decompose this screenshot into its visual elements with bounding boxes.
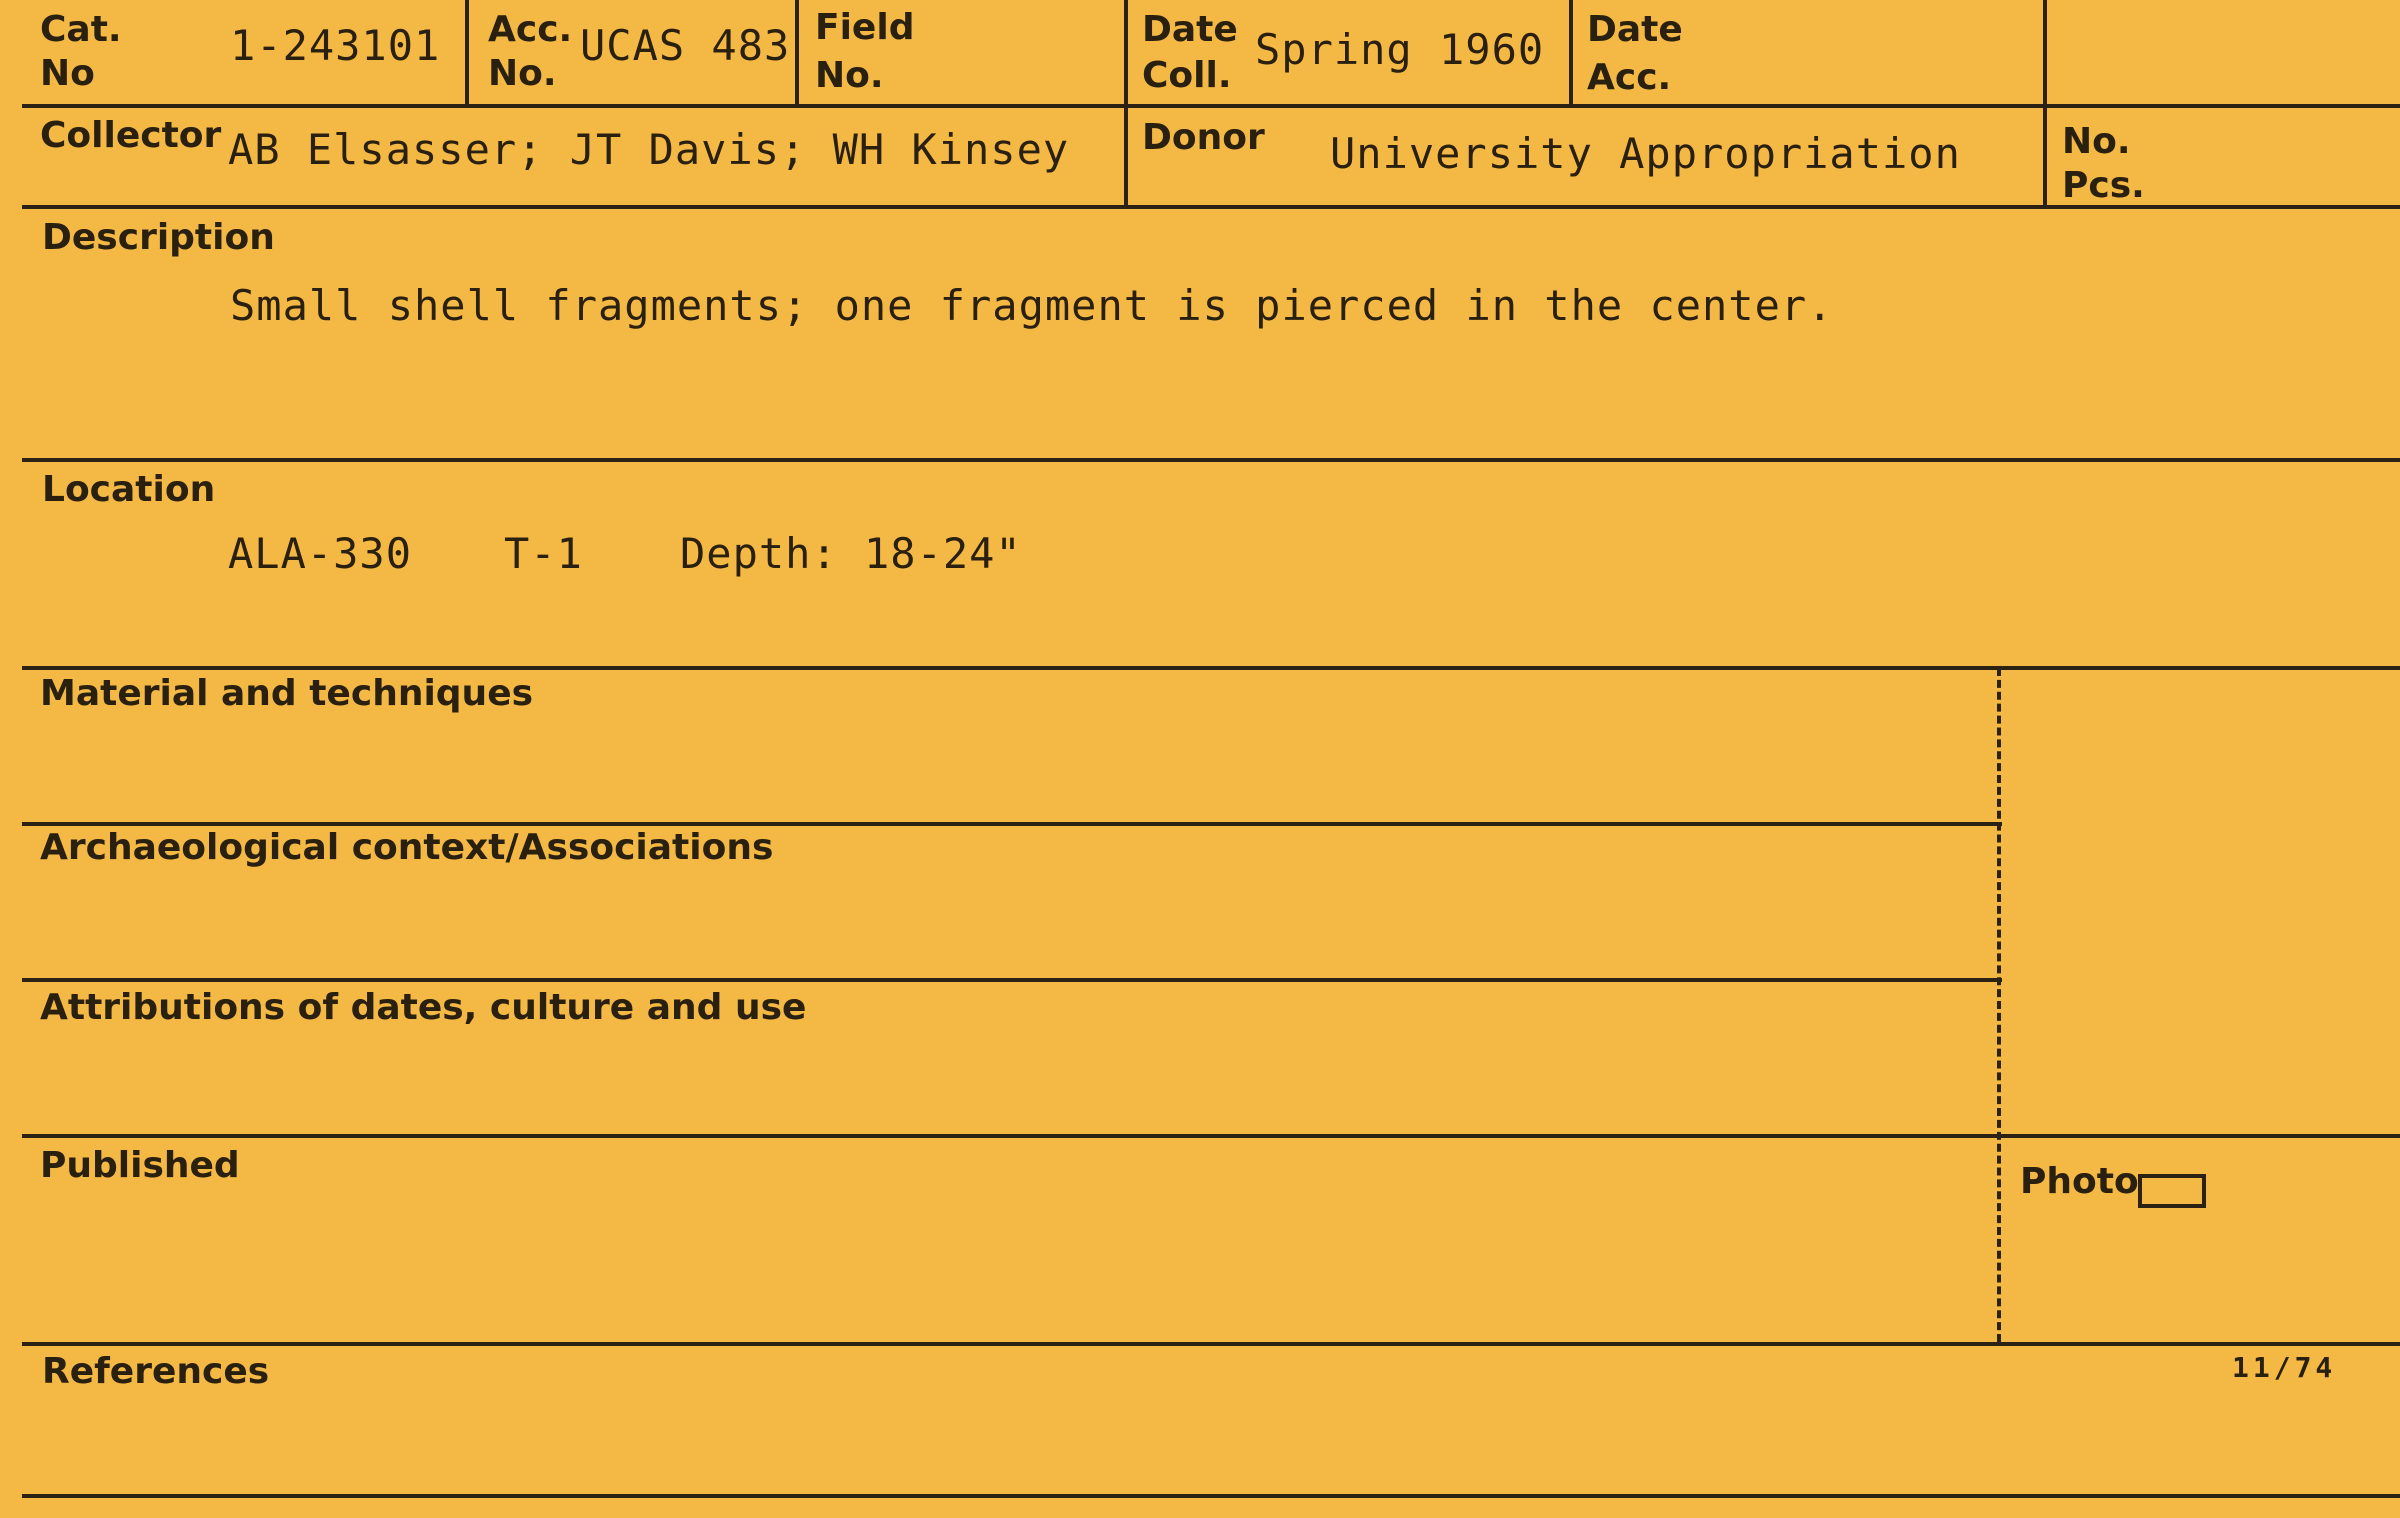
cat-no-label-1: Cat. [40,9,122,50]
collector-label: Collector [40,115,222,156]
no-pcs-label-2: Pcs. [2062,165,2145,206]
description-value: Small shell fragments; one fragment is pierced in the center. [230,281,1834,330]
col-divider-datecoll [1569,0,1573,104]
cat-no-value: 1-243101 [230,21,441,70]
archaeological-context-label: Archaeological context/Associations [40,827,774,868]
description-label: Description [42,217,275,258]
material-techniques-label: Material and techniques [40,673,534,714]
location-trench: T-1 [504,529,583,578]
col-divider-acc [795,0,799,104]
date-acc-label-1: Date [1587,9,1683,50]
date-acc-label-2: Acc. [1587,57,1672,98]
acc-no-label-1: Acc. [488,9,573,50]
photo-column-divider [1997,668,2001,1342]
location-label: Location [42,469,216,510]
date-coll-value: Spring 1960 [1255,25,1545,74]
rule-attributions-bottom [22,1134,2400,1138]
rule-location-bottom [22,666,2400,670]
col-divider-dateacc [2043,0,2047,207]
no-pcs-label-1: No. [2062,121,2131,162]
references-label: References [42,1351,270,1392]
photo-label: Photo [2020,1161,2139,1202]
location-depth: Depth: 18-24" [680,529,1022,578]
collector-value: AB Elsasser; JT Davis; WH Kinsey [228,125,1070,174]
photo-checkbox[interactable] [2138,1174,2206,1208]
location-site: ALA-330 [228,529,413,578]
rule-references-bottom [22,1494,2400,1498]
rule-context-bottom [22,978,2002,982]
date-coll-label-1: Date [1142,9,1238,50]
attributions-label: Attributions of dates, culture and use [40,987,807,1028]
donor-value: University Appropriation [1330,129,1961,178]
date-coll-label-2: Coll. [1142,55,1232,96]
field-no-label-1: Field [815,7,915,48]
form-code: 11/74 [2232,1351,2337,1384]
rule-description-bottom [22,458,2400,462]
donor-label: Donor [1142,117,1265,158]
rule-published-bottom [22,1342,2400,1346]
acc-no-value: UCAS 483 [580,21,791,70]
col-divider-field [1124,0,1128,207]
cat-no-label-2: No [40,53,95,94]
published-label: Published [40,1145,240,1186]
acc-no-label-2: No. [488,53,557,94]
field-no-label-2: No. [815,55,884,96]
col-divider-cat [465,0,469,104]
